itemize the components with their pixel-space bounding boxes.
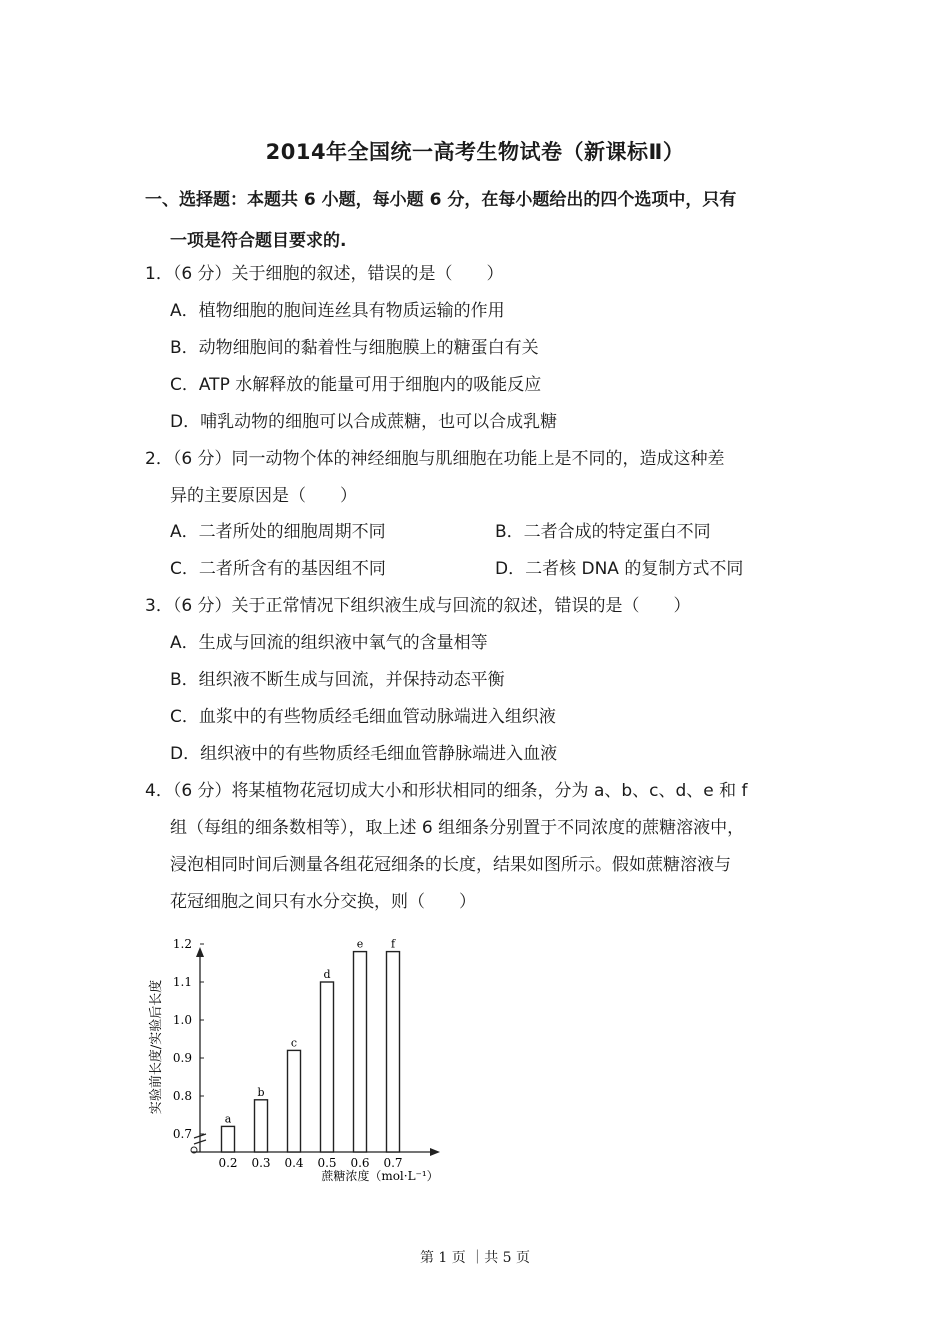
- bar-label-d: d: [323, 968, 331, 981]
- y-tick-label-3: 1.0: [172, 1013, 192, 1027]
- x-tick-label-5: 0.7: [383, 1156, 403, 1170]
- question-3-option-c: C．血浆中的有些物质经毛细血管动脉端进入组织液: [170, 707, 556, 727]
- question-4-stem-line-3: 浸泡相同时间后测量各组花冠细条的长度，结果如图所示。假如蔗糖溶液与: [170, 855, 731, 875]
- bar-label-e: e: [356, 937, 364, 951]
- bar-label-c: c: [290, 1036, 298, 1050]
- x-axis-arrow: [430, 1148, 440, 1156]
- question-1-stem: 1．（6 分）关于细胞的叙述，错误的是（ ）: [145, 264, 504, 284]
- y-tick-label-0: 0.7: [172, 1127, 192, 1141]
- question-3-option-d: D．组织液中的有些物质经毛细血管静脉端进入血液: [170, 744, 558, 764]
- question-4-stem-line-1: 4．（6 分）将某植物花冠切成大小和形状相同的细条，分为 a、b、c、d、e 和 f: [145, 781, 748, 801]
- bar-label-f: f: [390, 937, 396, 951]
- question-2-option-a: A．二者所处的细胞周期不同: [170, 522, 386, 542]
- question-4-stem-line-4: 花冠细胞之间只有水分交换，则（ ）: [170, 892, 476, 912]
- y-tick-label-1: 0.8: [172, 1089, 192, 1103]
- y-tick-label-2: 0.9: [172, 1051, 192, 1065]
- question-1-option-a: A．植物细胞的胞间连丝具有物质运输的作用: [170, 301, 505, 321]
- question-1-option-d: D．哺乳动物的细胞可以合成蔗糖，也可以合成乳糖: [170, 412, 558, 432]
- bar-b: [255, 1100, 268, 1152]
- section-heading-line-1: 一、选择题：本题共 6 小题，每小题 6 分，在每小题给出的四个选项中，只有: [145, 190, 737, 210]
- bar-e: [354, 952, 367, 1152]
- x-tick-label-4: 0.6: [350, 1156, 370, 1170]
- question-2-option-b: B．二者合成的特定蛋白不同: [495, 522, 711, 542]
- section-heading-line-2: 一项是符合题目要求的.: [170, 231, 347, 251]
- bar-d: [321, 982, 334, 1152]
- x-tick-label-1: 0.3: [251, 1156, 271, 1170]
- y-tick-label-4: 1.1: [172, 975, 192, 989]
- question-2-option-c: C．二者所含有的基因组不同: [170, 559, 386, 579]
- chart-marks: [222, 938, 400, 1152]
- y-axis-arrow: [196, 947, 204, 957]
- x-tick-label-2: 0.4: [284, 1156, 304, 1170]
- question-2-stem-line-2: 异的主要原因是（ ）: [170, 486, 357, 506]
- question-2-stem-line-1: 2．（6 分）同一动物个体的神经细胞与肌细胞在功能上是不同的，造成这种差: [145, 449, 725, 469]
- question-3-option-b: B．组织液不断生成与回流，并保持动态平衡: [170, 670, 505, 690]
- bar-c: [288, 1050, 301, 1152]
- y-axis-label: 实验前长度/实验后长度: [149, 979, 164, 1115]
- question-1-option-c: C．ATP 水解释放的能量可用于细胞内的吸能反应: [170, 375, 542, 395]
- sucrose-bar-chart: [140, 922, 460, 1192]
- question-1-option-b: B．动物细胞间的黏着性与细胞膜上的糖蛋白有关: [170, 338, 539, 358]
- bar-a: [222, 1126, 235, 1152]
- bar-label-a: a: [224, 1112, 232, 1126]
- question-4-stem-line-2: 组（每组的细条数相等），取上述 6 组细条分别置于不同浓度的蔗糖溶液中，: [170, 818, 745, 838]
- bar-label-b: b: [257, 1085, 265, 1099]
- page-footer: 第 1 页 ｜共 5 页: [419, 1250, 531, 1266]
- x-axis-label: 蔗糖浓度（mol·L⁻¹）: [321, 1169, 439, 1183]
- x-tick-label-0: 0.2: [218, 1156, 238, 1170]
- bar-f: [387, 952, 400, 1152]
- question-2-option-d: D．二者核 DNA 的复制方式不同: [495, 559, 744, 579]
- exam-title: 2014年全国统一高考生物试卷（新课标Ⅱ）: [265, 140, 685, 164]
- question-3-stem: 3．（6 分）关于正常情况下组织液生成与回流的叙述，错误的是（ ）: [145, 596, 691, 616]
- question-3-option-a: A．生成与回流的组织液中氧气的含量相等: [170, 633, 488, 653]
- x-tick-label-3: 0.5: [317, 1156, 337, 1170]
- y-tick-label-5: 1.2: [172, 937, 192, 951]
